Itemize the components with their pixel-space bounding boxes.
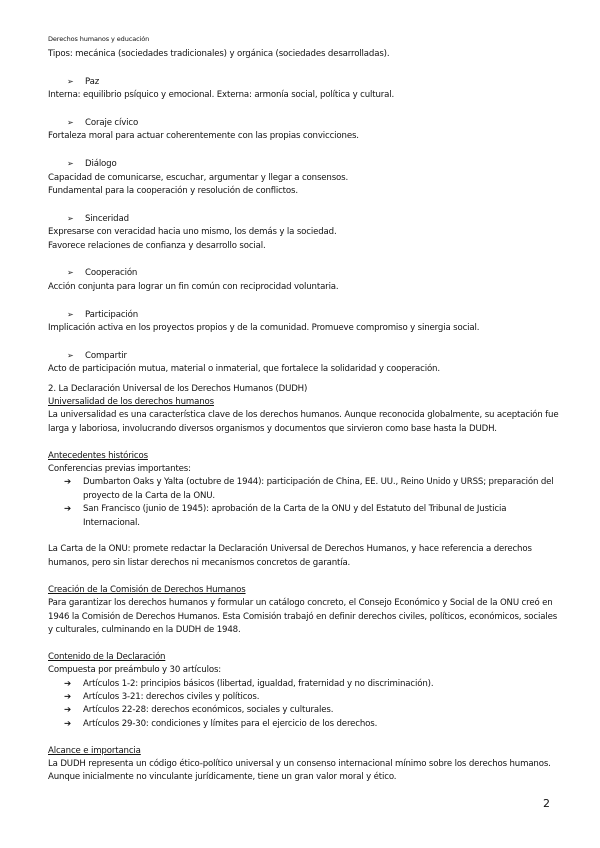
arrow-right-icon: ➔ bbox=[64, 718, 72, 729]
arrow-right-icon: ➔ bbox=[64, 705, 72, 716]
arrow-right-icon: ➔ bbox=[64, 477, 72, 488]
comision-text: Para garantizar los derechos humanos y formular un catálogo concreto, el Consejo Económico y Social de la ONU creó en 1946 la Comisión de Derechos Humanos. Esta Comisión trabajó en definir derechos civiles, políticos, económicos, sociales y culturales, culminando en la DUDH de 1948. bbox=[48, 598, 558, 635]
list-item-text: Artículos 3-21: derechos civiles y políticos. bbox=[83, 691, 260, 702]
contenido-list bbox=[48, 678, 564, 732]
value-title-text: Compartir bbox=[85, 350, 127, 361]
arrow-bullet-icon: ➢ bbox=[67, 118, 74, 127]
value-title-text: Participación bbox=[85, 309, 139, 320]
value-title bbox=[48, 266, 564, 280]
arrow-bullet-icon: ➢ bbox=[67, 159, 74, 169]
heading-comision: Creación de la Comisión de Derechos Humanos bbox=[48, 584, 246, 595]
value-title-text: Sinceridad bbox=[85, 213, 129, 224]
alcance-text: La DUDH representa un código ético-político universal y un consenso internacional mínimo sobre los derechos humanos. Aunque inicialmente no vinculante jurídicamente, tiene un gran valor moral y ético. bbox=[48, 758, 551, 783]
antecedentes-list bbox=[48, 476, 564, 530]
arrow-bullet-icon: ➢ bbox=[67, 213, 74, 223]
value-title bbox=[48, 212, 564, 226]
value-description: Implicación activa en los proyectos propios y de la comunidad. Promueve compromiso y sinergia social. bbox=[48, 323, 480, 334]
value-description: Interna: equilibrio psíquico y emocional. Externa: armonía social, política y cultural. bbox=[48, 90, 395, 101]
value-title bbox=[48, 308, 564, 322]
list-item bbox=[48, 718, 564, 731]
value-title bbox=[48, 75, 564, 89]
antecedentes-intro: Conferencias previas importantes: bbox=[48, 464, 191, 475]
arrow-right-icon: ➔ bbox=[64, 504, 72, 515]
value-description: Expresarse con veracidad hacia uno mismo, los demás y la sociedad. bbox=[48, 227, 337, 238]
contenido-intro: Compuesta por preámbulo y 30 artículos: bbox=[48, 665, 222, 676]
list-item-text: San Francisco (junio de 1945): aprobación de la Carta de la ONU y del Estatuto del Tribunal de Justicia Internacional. bbox=[83, 504, 507, 528]
list-item-text: Artículos 1-2: principios básicos (libertad, igualdad, fraternidad y no discriminación). bbox=[83, 678, 434, 689]
value-title bbox=[48, 349, 564, 363]
value-title-text: Paz bbox=[85, 76, 100, 87]
arrow-right-icon: ➔ bbox=[64, 691, 72, 702]
value-description: Favorece relaciones de confianza y desarrollo social. bbox=[48, 240, 266, 251]
heading-universalidad: Universalidad de los derechos humanos bbox=[48, 397, 214, 408]
value-title bbox=[48, 116, 564, 130]
list-item-text: Dumbarton Oaks y Yalta (octubre de 1944): participación de China, EE. UU., Reino Unido y URSS; preparación del proyecto de la Carta de la ONU. bbox=[83, 477, 554, 501]
value-description: Capacidad de comunicarse, escuchar, argumentar y llegar a consensos. bbox=[48, 172, 349, 183]
page-content bbox=[48, 48, 564, 785]
arrow-bullet-icon: ➢ bbox=[67, 268, 74, 278]
value-description: Acción conjunta para lograr un fin común con reciprocidad voluntaria. bbox=[48, 281, 339, 292]
value-description: Fortaleza moral para actuar coherentemente con las propias convicciones. bbox=[48, 131, 359, 142]
values-list bbox=[48, 61, 564, 376]
list-item-text: Artículos 29-30: condiciones y límites para el ejercicio de los derechos. bbox=[83, 718, 378, 729]
heading-alcance: Alcance e importancia bbox=[48, 745, 141, 756]
list-item bbox=[48, 476, 564, 503]
heading-contenido: Contenido de la Declaración bbox=[48, 651, 166, 662]
value-title-text: Diálogo bbox=[85, 159, 117, 170]
universalidad-text: La universalidad es una característica clave de los derechos humanos. Aunque reconocida globalmente, su aceptación fue larga y laboriosa, involucrando diversos organismos y documentos que sirvieron como base hasta la DUDH. bbox=[48, 410, 559, 434]
value-title-text: Cooperación bbox=[85, 268, 138, 279]
arrow-bullet-icon: ➢ bbox=[67, 350, 74, 360]
list-item bbox=[48, 678, 564, 691]
carta-text: La Carta de la ONU: promete redactar la Declaración Universal de Derechos Humanos, y hace referencia a derechos humanos, pero sin listar derechos ni mecanismos concretos de garantía. bbox=[48, 544, 532, 568]
arrow-right-icon: ➔ bbox=[64, 678, 72, 689]
intro-line: Tipos: mecánica (sociedades tradicionales) y orgánica (sociedades desarrolladas). bbox=[48, 49, 390, 59]
heading-antecedentes: Antecedentes históricos bbox=[48, 450, 148, 461]
value-title-text: Coraje cívico bbox=[85, 118, 139, 128]
section-title: 2. La Declaración Universal de los Derechos Humanos (DUDH) bbox=[48, 383, 308, 394]
list-item bbox=[48, 704, 564, 717]
running-header: Derechos humanos y educación bbox=[48, 35, 150, 43]
value-description: Acto de participación mutua, material o inmaterial, que fortalece la solidaridad y cooperación. bbox=[48, 364, 440, 375]
list-item bbox=[48, 691, 564, 704]
list-item bbox=[48, 503, 564, 530]
value-title bbox=[48, 157, 564, 171]
value-description: Fundamental para la cooperación y resolución de conflictos. bbox=[48, 186, 298, 197]
list-item-text: Artículos 22-28: derechos económicos, sociales y culturales. bbox=[83, 705, 334, 716]
arrow-bullet-icon: ➢ bbox=[67, 309, 74, 319]
arrow-bullet-icon: ➢ bbox=[67, 76, 74, 86]
page-number: 2 bbox=[543, 797, 550, 810]
